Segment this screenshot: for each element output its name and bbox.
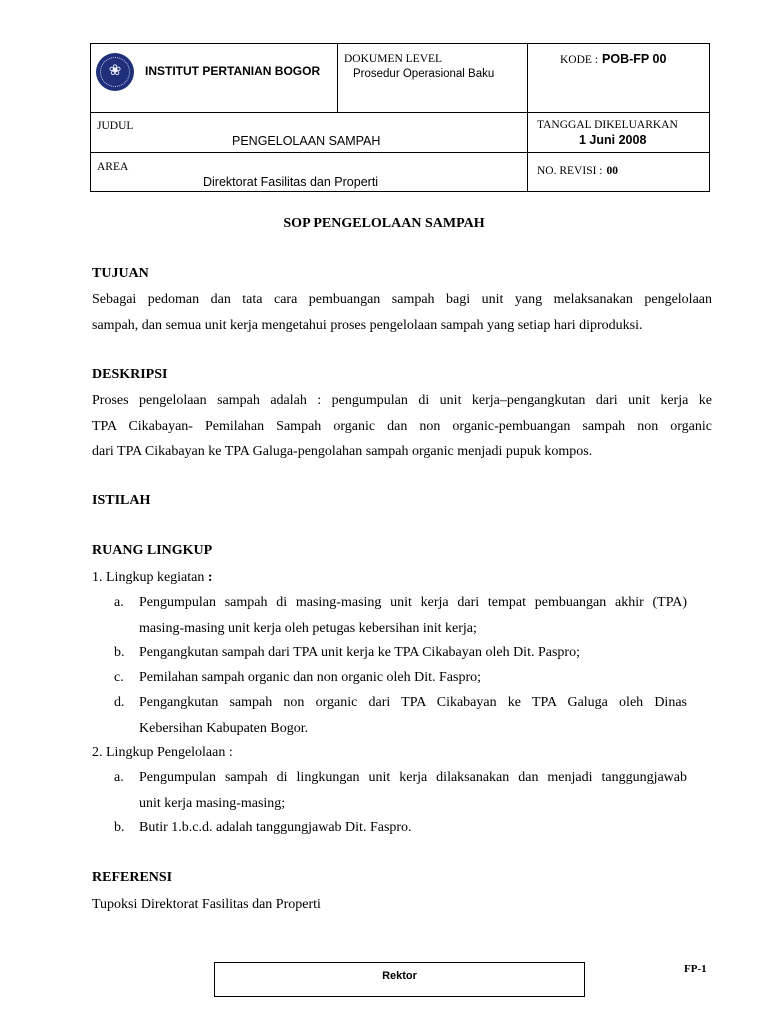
kode-label: KODE : <box>560 54 599 66</box>
list-item-line: Pemilahan sampah organic dan non organic oleh Dit. Faspro; <box>139 670 482 685</box>
page-number: FP-1 <box>684 963 707 975</box>
list-item <box>114 640 714 666</box>
revisi-label: NO. REVISI : <box>537 165 603 177</box>
ipb-seal-icon: ❀ <box>96 53 134 91</box>
revisi-value: 00 <box>606 165 618 177</box>
judul-value: PENGELOLAAN SAMPAH <box>232 134 381 148</box>
list-item-colon: : <box>207 570 213 585</box>
paragraph-line: dari TPA Cikabayan ke TPA Galuga-pengolahan sampah organic menjadi pupuk kompos. <box>92 444 593 459</box>
list-item-line: Pengangkutan sampah non organic dari TPA Cikabayan ke TPA Galuga oleh Dinas <box>139 695 687 710</box>
list-item-line: Kebersihan Kabupaten Bogor. <box>139 720 309 736</box>
header-divider <box>91 152 709 153</box>
tujuan-paragraph <box>92 287 712 338</box>
section-heading-istilah: ISTILAH <box>92 493 151 508</box>
area-value: Direktorat Fasilitas dan Properti <box>203 175 379 189</box>
list-item <box>114 815 714 841</box>
list-marker: a. <box>114 595 124 610</box>
header-divider <box>337 44 338 112</box>
deskripsi-paragraph <box>92 388 712 465</box>
lingkup-kegiatan-item <box>92 565 213 591</box>
list-item <box>114 590 714 641</box>
kode-value: POB-FP 00 <box>602 52 667 66</box>
list-item-line: Pengumpulan sampah di lingkungan unit kerja dilaksanakan dan menjadi tanggungjawab <box>139 770 687 785</box>
list-item-line: Butir 1.b.c.d. adalah tanggungjawab Dit. Faspro. <box>139 820 412 835</box>
signature-box <box>214 962 585 997</box>
list-item-label: 1. Lingkup kegiatan <box>92 570 205 585</box>
list-item <box>114 765 714 816</box>
header-divider <box>527 44 528 191</box>
tanggal-value: 1 Juni 2008 <box>579 133 647 147</box>
document-title: SOP PENGELOLAAN SAMPAH <box>283 216 485 231</box>
paragraph-line: Proses pengelolaan sampah adalah : pengumpulan di unit kerja–pengangkutan dari unit kerja ke <box>92 393 712 408</box>
revisi-field <box>537 161 618 179</box>
list-marker: d. <box>114 695 125 710</box>
list-item-line: Pengumpulan sampah di masing-masing unit kerja dari tempat pembuangan akhir (TPA) <box>139 595 687 610</box>
signature-box-label: Rektor <box>382 970 417 982</box>
referensi-text: Tupoksi Direktorat Fasilitas dan Properti <box>92 897 321 912</box>
section-heading-tujuan: TUJUAN <box>92 266 149 281</box>
list-item-line: Pengangkutan sampah dari TPA unit kerja ke TPA Cikabayan oleh Dit. Paspro; <box>139 645 580 660</box>
section-heading-deskripsi: DESKRIPSI <box>92 367 168 382</box>
paragraph-line: sampah, dan semua unit kerja mengetahui proses pengelolaan sampah yang setiap hari diproduksi. <box>92 317 643 333</box>
dokumen-level-value: Prosedur Operasional Baku <box>353 68 495 80</box>
list-item-line: unit kerja masing-masing; <box>139 795 286 811</box>
tanggal-label: TANGGAL DIKELUARKAN <box>537 119 678 131</box>
list-marker: c. <box>114 670 124 685</box>
section-heading-referensi: REFERENSI <box>92 870 173 885</box>
list-item <box>114 665 714 691</box>
list-marker: b. <box>114 645 125 660</box>
list-marker: b. <box>114 820 125 835</box>
section-heading-ruang-lingkup: RUANG LINGKUP <box>92 543 213 558</box>
institution-name: INSTITUT PERTANIAN BOGOR <box>145 64 321 78</box>
dokumen-level-label: DOKUMEN LEVEL <box>344 53 443 65</box>
judul-label: JUDUL <box>97 120 134 132</box>
paragraph-line: TPA Cikabayan- Pemilahan Sampah organic dan non organic-pembuangan sampah non organic <box>92 418 712 434</box>
header-divider <box>91 112 709 113</box>
document-header-table <box>90 43 710 192</box>
kode-field <box>560 50 666 68</box>
paragraph-line: Sebagai pedoman dan tata cara pembuangan sampah bagi unit yang melaksanakan pengelolaan <box>92 292 712 307</box>
list-item <box>114 690 714 741</box>
list-marker: a. <box>114 770 124 785</box>
list-item-line: masing-masing unit kerja oleh petugas kebersihan init kerja; <box>139 620 477 636</box>
lingkup-pengelolaan-item: 2. Lingkup Pengelolaan : <box>92 745 233 760</box>
area-label: AREA <box>97 161 129 173</box>
